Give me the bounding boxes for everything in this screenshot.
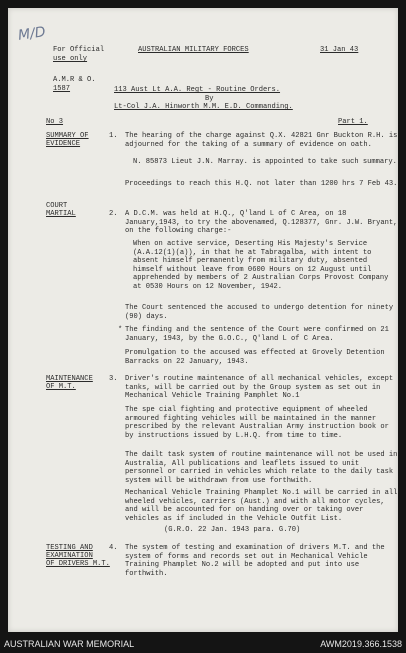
amr-reference: A.M.R & O.	[53, 76, 96, 84]
section-2-confirmation: The finding and the sentence of the Court were confirmed on 21 January, 1943, by the G.O.C., Q'land L of C Area.	[125, 326, 389, 343]
section-3-para-1: Driver's routine maintenance of all mechanical vehicles, except tanks, will be carried out by the Group system as set out in Mechanical Vehicle Training Pamphlet No.1	[125, 375, 394, 401]
section-3-para-2: The spe cial fighting and protective equipment of wheeled armoured fighting vehicles will be maintained in the manner prescribed by the relevant Australian Army instruction book or by instructions issued by L.H.Q. from time to time.	[125, 406, 389, 440]
orders-by: By	[205, 95, 214, 103]
section-2-para-1: A D.C.M. was held at H.Q., Q'land L of C Area, on 18 January,1943, to try the abovenamed, Q.128377, Gnr. J.W. Bryant, on the following charge:-	[125, 210, 398, 236]
section-2-charge: When on active service, Deserting His Majesty's Service (A.A.12(1)(a)), in that he at Tabragalba, with intent to absent himself permanently from military duty, absented himself without leave from 0600 Hours on 12 August until apprehended by members of 2 Australian Corps Provost Company at 0530 Hours on 12 November, 1942.	[133, 240, 389, 291]
document-page	[8, 8, 398, 632]
official-use-line2: use only	[53, 55, 88, 63]
orders-number: No 3	[46, 118, 64, 126]
orders-heading: 113 Aust Lt A.A. Regt - Routine Orders.	[114, 86, 281, 94]
footer-accession-number: AWM2019.366.1538	[320, 639, 402, 649]
section-4-number: 4.	[109, 544, 118, 552]
footer-institution: AUSTRALIAN WAR MEMORIAL	[4, 639, 135, 649]
section-1-para-2: N. 85873 Lieut J.N. Marray. is appointed to take such summary.	[133, 158, 397, 166]
amr-number: 1587	[53, 85, 71, 93]
section-3-reference: (G.R.O. 22 Jan. 1943 para. G.70)	[164, 526, 301, 534]
official-use-line1: For Official	[53, 46, 105, 54]
section-1-number: 1.	[109, 132, 118, 140]
section-1-heading-2: EVIDENCE	[46, 140, 81, 148]
document-title: AUSTRALIAN MILITARY FORCES	[138, 46, 249, 54]
section-4-heading: TESTING AND	[46, 544, 93, 552]
section-3-number: 3.	[109, 375, 118, 383]
section-1-para-3: Proceedings to reach this H.Q. not later than 1200 hrs 7 Feb 43.	[125, 180, 398, 188]
handwritten-annotation: M/D	[17, 24, 47, 44]
section-1-para-1: The hearing of the charge against Q.X. 42821 Gnr Buckton R.H. is adjourned for the taking of a summary of evidence on oath.	[125, 132, 398, 149]
section-2-heading-2: MARTIAL	[46, 210, 76, 218]
section-2-number: 2.	[109, 210, 118, 218]
orders-part: Part 1.	[338, 118, 368, 126]
orders-commander: Lt-Col J.A. Hinworth M.M. E.D. Commanding.	[114, 103, 293, 111]
section-3-heading-2: OF M.T.	[46, 383, 76, 391]
section-4-heading-3: OF DRIVERS M.T.	[46, 560, 110, 568]
section-3-para-4: Mechanical Vehicle Training Phamplet No.1 will be carried in all wheeled vehicles, carriers (Aust.) and with all motor cycles, and will be accounted for on handing over or taking over vehicles as if included in the Vehicle Outfit List.	[125, 489, 398, 523]
section-4-para-1: The system of testing and examination of drivers M.T. and the system of forms and records set out in Mechanical Vehicle Training Phamplet No.2 will be adopted and put into use forthwith.	[125, 544, 385, 578]
section-2-promulgation: Promulgation to the accused was effected at Grovely Detention Barracks on 22 January, 1943.	[125, 349, 385, 366]
section-3-heading: MAINTENANCE	[46, 375, 93, 383]
section-2-sentence: The Court sentenced the accused to undergo detention for ninety (90) days.	[125, 304, 394, 321]
section-4-heading-2: EXAMINATION	[46, 552, 93, 560]
document-date: 31 Jan 43	[320, 46, 359, 54]
section-2-heading: COURT	[46, 202, 68, 210]
section-2-asterisk: *	[118, 326, 123, 334]
section-3-para-3: The dailt task system of routine maintenance will not be used in Australia, All publications and leaflets issued to unit personnel or carried in vehicles which relate to the daily task system will be withdrawn from use forthwith.	[125, 451, 398, 485]
section-1-heading: SUMMARY OF	[46, 132, 89, 140]
